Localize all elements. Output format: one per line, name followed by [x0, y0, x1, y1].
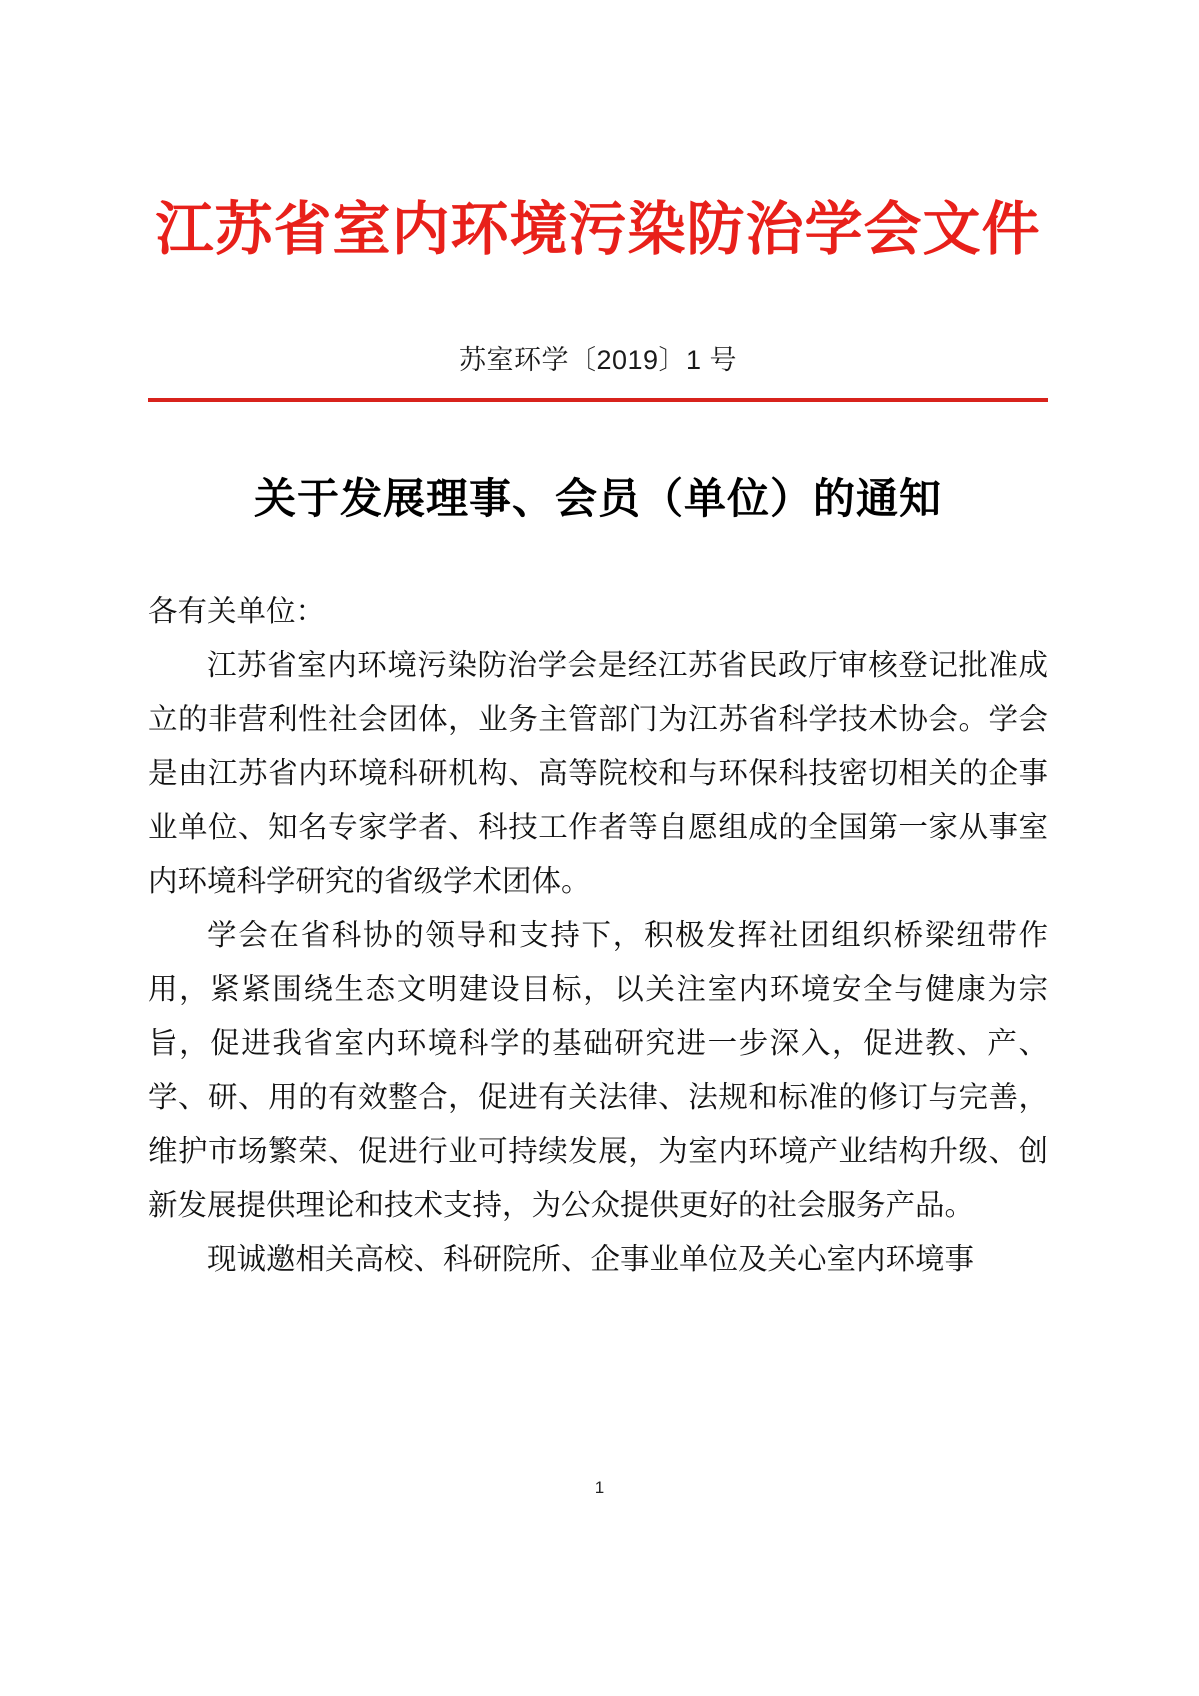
body-paragraph-3: 现诚邀相关高校、科研院所、企事业单位及关心室内环境事 — [207, 1242, 975, 1276]
salutation: 各有关单位： — [148, 594, 326, 628]
body-paragraph-2: 学会在省科协的领导和支持下，积极发挥社团组织桥梁纽带作用，紧紧围绕生态文明建设目标，以关注室内环境安全与健康为宗旨，促进我省室内环境科学的基础研究进一步深入，促进教、产、学、研、用的有效整合，促进有关法律、法规和标准的修订与完善，维护市场繁荣、促进行业可持续发展，为室内环境产业结构升级、创新发展提供理论和技术支持，为公众提供更好的社会服务产品。 — [148, 918, 1048, 1222]
body-paragraph-1: 江苏省室内环境污染防治学会是经江苏省民政厅审核登记批准成立的非营利性社会团体，业务主管部门为江苏省科学技术协会。学会是由江苏省内环境科研机构、高等院校和与环保科技密切相关的企事业单位、知名专家学者、科技工作者等自愿组成的全国第一家从事室内环境科学研究的省级学术团体。 — [148, 648, 1048, 898]
document-number: 苏室环学〔2019〕1 号 — [458, 345, 738, 376]
document-content — [148, 0, 1048, 1287]
page-number: 1 — [594, 1478, 605, 1497]
masthead-title: 江苏省室内环境污染防治学会文件 — [155, 197, 1041, 262]
page-title: 关于发展理事、会员（单位）的通知 — [253, 475, 942, 523]
document-body — [148, 585, 1048, 1287]
red-separator-rule — [148, 398, 1048, 402]
